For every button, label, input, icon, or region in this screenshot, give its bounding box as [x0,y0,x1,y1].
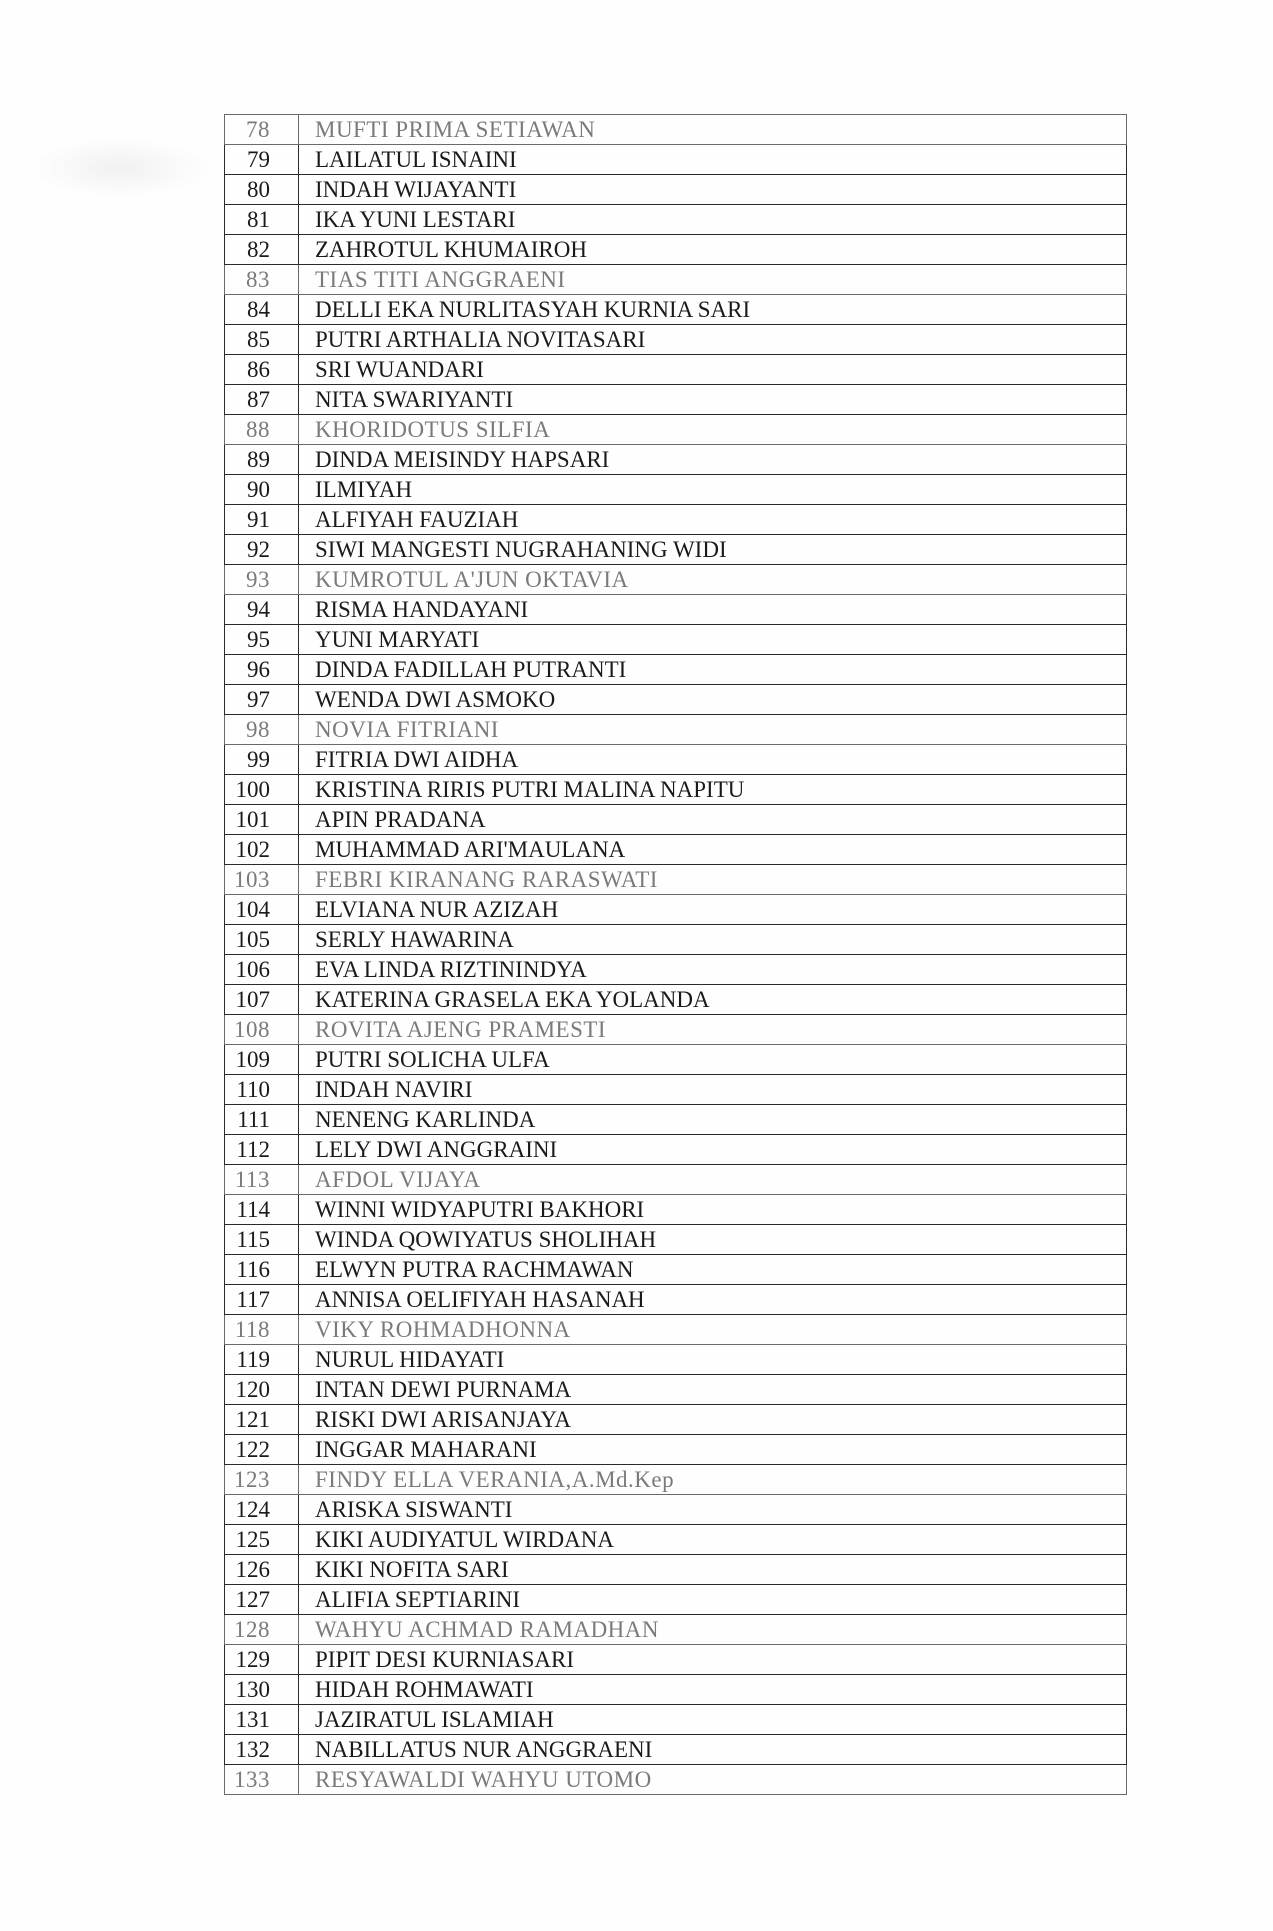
row-name: INTAN DEWI PURNAMA [299,1375,1127,1405]
table-row [225,1225,1127,1255]
table-row [225,1675,1127,1705]
row-name: ILMIYAH [299,475,1127,505]
name-roster-table [224,114,1127,1795]
row-name: PUTRI SOLICHA ULFA [299,1045,1127,1075]
row-number: 86 [225,355,299,385]
row-name: AFDOL VIJAYA [299,1165,1127,1195]
row-number: 100 [225,775,299,805]
row-name: VIKY ROHMADHONNA [299,1315,1127,1345]
row-number: 132 [225,1735,299,1765]
row-number: 83 [225,265,299,295]
row-name: YUNI MARYATI [299,625,1127,655]
row-name: APIN PRADANA [299,805,1127,835]
table-row [225,445,1127,475]
row-name: KIKI NOFITA SARI [299,1555,1127,1585]
row-name: KRISTINA RIRIS PUTRI MALINA NAPITU [299,775,1127,805]
table-row [225,835,1127,865]
row-number: 111 [225,1105,299,1135]
row-number: 120 [225,1375,299,1405]
table-row [225,505,1127,535]
table-row [225,205,1127,235]
row-name: PIPIT DESI KURNIASARI [299,1645,1127,1675]
scan-smudge [30,138,210,198]
table-row [225,415,1127,445]
row-number: 84 [225,295,299,325]
row-number: 85 [225,325,299,355]
table-row [225,1405,1127,1435]
row-name: WINDA QOWIYATUS SHOLIHAH [299,1225,1127,1255]
row-number: 118 [225,1315,299,1345]
row-name: WAHYU ACHMAD RAMADHAN [299,1615,1127,1645]
row-name: DELLI EKA NURLITASYAH KURNIA SARI [299,295,1127,325]
table-row [225,895,1127,925]
row-name: ZAHROTUL KHUMAIROH [299,235,1127,265]
row-number: 81 [225,205,299,235]
row-name: TIAS TITI ANGGRAENI [299,265,1127,295]
row-number: 130 [225,1675,299,1705]
row-name: NITA SWARIYANTI [299,385,1127,415]
row-name: LAILATUL ISNAINI [299,145,1127,175]
row-number: 98 [225,715,299,745]
table-row [225,1255,1127,1285]
row-name: RESYAWALDI WAHYU UTOMO [299,1765,1127,1795]
row-number: 105 [225,925,299,955]
table-row [225,535,1127,565]
row-number: 109 [225,1045,299,1075]
row-name: INDAH WIJAYANTI [299,175,1127,205]
row-name: KUMROTUL A'JUN OKTAVIA [299,565,1127,595]
row-number: 114 [225,1195,299,1225]
row-number: 112 [225,1135,299,1165]
row-name: LELY DWI ANGGRAINI [299,1135,1127,1165]
table-row [225,685,1127,715]
table-row [225,235,1127,265]
row-name: INGGAR MAHARANI [299,1435,1127,1465]
row-name: INDAH NAVIRI [299,1075,1127,1105]
row-name: DINDA FADILLAH PUTRANTI [299,655,1127,685]
row-number: 82 [225,235,299,265]
row-name: RISKI DWI ARISANJAYA [299,1405,1127,1435]
roster-body [225,115,1127,1795]
table-row [225,1465,1127,1495]
row-number: 119 [225,1345,299,1375]
table-row [225,1375,1127,1405]
table-row [225,1195,1127,1225]
row-name: FEBRI KIRANANG RARASWATI [299,865,1127,895]
row-name: PUTRI ARTHALIA NOVITASARI [299,325,1127,355]
row-name: KHORIDOTUS SILFIA [299,415,1127,445]
row-number: 80 [225,175,299,205]
table-row [225,1585,1127,1615]
table-row [225,655,1127,685]
table-row [225,775,1127,805]
row-number: 126 [225,1555,299,1585]
table-row [225,115,1127,145]
table-row [225,145,1127,175]
table-row [225,715,1127,745]
row-name: IKA YUNI LESTARI [299,205,1127,235]
row-number: 117 [225,1285,299,1315]
table-row [225,1075,1127,1105]
table-row [225,385,1127,415]
table-row [225,1765,1127,1795]
table-row [225,1015,1127,1045]
row-name: KATERINA GRASELA EKA YOLANDA [299,985,1127,1015]
row-name: NURUL HIDAYATI [299,1345,1127,1375]
table-row [225,1285,1127,1315]
table-row [225,595,1127,625]
row-name: SIWI MANGESTI NUGRAHANING WIDI [299,535,1127,565]
table-row [225,565,1127,595]
row-number: 94 [225,595,299,625]
row-number: 96 [225,655,299,685]
table-row [225,1135,1127,1165]
row-number: 125 [225,1525,299,1555]
table-row [225,925,1127,955]
row-number: 127 [225,1585,299,1615]
row-number: 95 [225,625,299,655]
table-row [225,745,1127,775]
table-row [225,1555,1127,1585]
row-number: 106 [225,955,299,985]
row-number: 115 [225,1225,299,1255]
row-number: 123 [225,1465,299,1495]
row-name: KIKI AUDIYATUL WIRDANA [299,1525,1127,1555]
table-row [225,1495,1127,1525]
row-number: 107 [225,985,299,1015]
table-row [225,1315,1127,1345]
row-number: 103 [225,865,299,895]
row-number: 101 [225,805,299,835]
table-row [225,265,1127,295]
table-row [225,1045,1127,1075]
table-row [225,985,1127,1015]
row-name: ARISKA SISWANTI [299,1495,1127,1525]
row-name: ELVIANA NUR AZIZAH [299,895,1127,925]
row-name: NOVIA FITRIANI [299,715,1127,745]
table-row [225,955,1127,985]
row-name: NABILLATUS NUR ANGGRAENI [299,1735,1127,1765]
table-row [225,1435,1127,1465]
row-number: 102 [225,835,299,865]
row-number: 113 [225,1165,299,1195]
table-row [225,1525,1127,1555]
row-number: 128 [225,1615,299,1645]
table-row [225,1705,1127,1735]
row-name: WINNI WIDYAPUTRI BAKHORI [299,1195,1127,1225]
row-name: ROVITA AJENG PRAMESTI [299,1015,1127,1045]
row-name: SRI WUANDARI [299,355,1127,385]
table-row [225,475,1127,505]
row-number: 91 [225,505,299,535]
row-name: HIDAH ROHMAWATI [299,1675,1127,1705]
row-number: 78 [225,115,299,145]
row-name: ALFIYAH FAUZIAH [299,505,1127,535]
table-row [225,355,1127,385]
row-name: DINDA MEISINDY HAPSARI [299,445,1127,475]
row-name: FINDY ELLA VERANIA,A.Md.Kep [299,1465,1127,1495]
row-name: WENDA DWI ASMOKO [299,685,1127,715]
table-row [225,805,1127,835]
table-row [225,1345,1127,1375]
row-name: JAZIRATUL ISLAMIAH [299,1705,1127,1735]
row-number: 87 [225,385,299,415]
table-row [225,865,1127,895]
row-name: ANNISA OELIFIYAH HASANAH [299,1285,1127,1315]
row-number: 133 [225,1765,299,1795]
table-row [225,1615,1127,1645]
row-name: NENENG KARLINDA [299,1105,1127,1135]
row-number: 92 [225,535,299,565]
table-row [225,625,1127,655]
row-number: 121 [225,1405,299,1435]
row-number: 99 [225,745,299,775]
row-number: 129 [225,1645,299,1675]
table-row [225,1645,1127,1675]
row-number: 88 [225,415,299,445]
table-row [225,295,1127,325]
row-number: 104 [225,895,299,925]
table-row [225,1165,1127,1195]
table-row [225,1735,1127,1765]
table-row [225,1105,1127,1135]
row-number: 122 [225,1435,299,1465]
row-number: 89 [225,445,299,475]
row-name: RISMA HANDAYANI [299,595,1127,625]
row-name: ALIFIA SEPTIARINI [299,1585,1127,1615]
row-number: 90 [225,475,299,505]
table-row [225,175,1127,205]
row-number: 79 [225,145,299,175]
row-name: MUFTI PRIMA SETIAWAN [299,115,1127,145]
row-name: ELWYN PUTRA RACHMAWAN [299,1255,1127,1285]
row-name: MUHAMMAD ARI'MAULANA [299,835,1127,865]
row-number: 110 [225,1075,299,1105]
row-name: EVA LINDA RIZTININDYA [299,955,1127,985]
row-number: 93 [225,565,299,595]
row-number: 108 [225,1015,299,1045]
row-name: SERLY HAWARINA [299,925,1127,955]
row-number: 97 [225,685,299,715]
table-row [225,325,1127,355]
row-number: 124 [225,1495,299,1525]
row-number: 131 [225,1705,299,1735]
row-number: 116 [225,1255,299,1285]
row-name: FITRIA DWI AIDHA [299,745,1127,775]
